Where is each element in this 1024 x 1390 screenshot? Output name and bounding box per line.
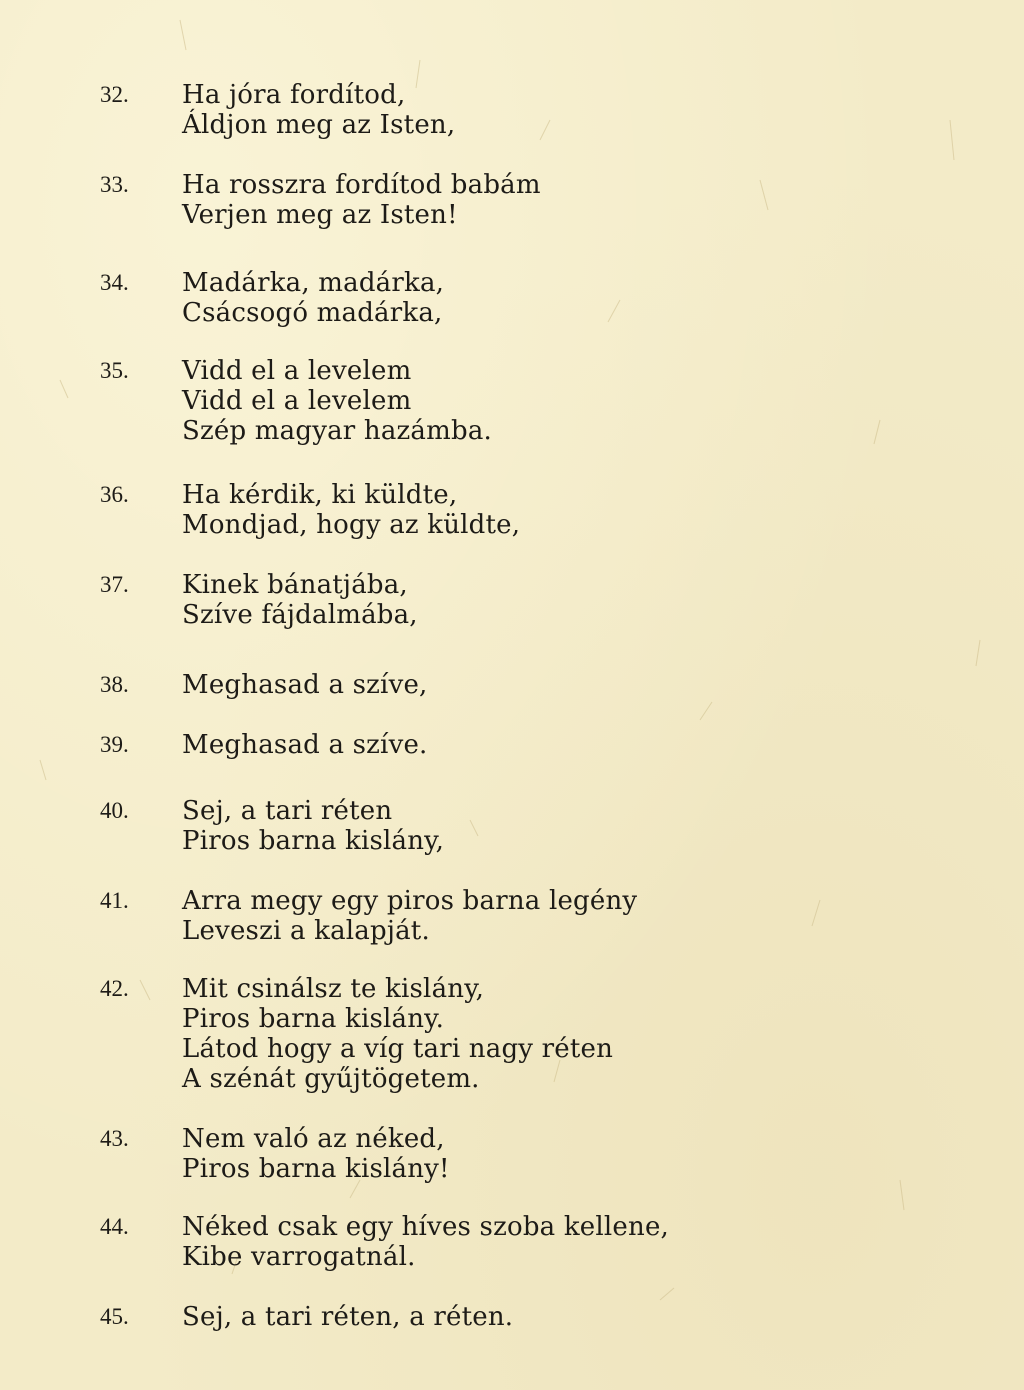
verse-line: Mondjad, hogy az küldte, [182, 510, 521, 540]
verse-line: Kibe varrogatnál. [182, 1242, 416, 1272]
verse-line: Kinek bánatjába, [182, 570, 408, 600]
verse-line: Csácsogó madárka, [182, 298, 443, 328]
verse-line: Néked csak egy híves szoba kellene, [182, 1212, 669, 1242]
verse-number: 37. [100, 572, 129, 597]
verse-lines [182, 170, 802, 230]
verse-number: 33. [100, 172, 129, 197]
verse-number: 36. [100, 482, 129, 507]
verse-lines [182, 80, 802, 140]
verse-number: 40. [100, 798, 129, 823]
verse-line: Leveszi a kalapját. [182, 916, 430, 946]
verse-line: Piros barna kislány, [182, 826, 445, 856]
verse-lines [182, 796, 802, 856]
verse-line: Sej, a tari réten, a réten. [182, 1302, 514, 1332]
verse-line: Sej, a tari réten [182, 796, 393, 826]
verse-line: Ha jóra fordítod, [182, 80, 406, 110]
verse-line: Arra megy egy piros barna legény [182, 886, 638, 916]
verse-number: 43. [100, 1126, 129, 1151]
verse-number: 39. [100, 732, 129, 757]
verse-line: Ha kérdik, ki küldte, [182, 480, 458, 510]
verse-line: Madárka, madárka, [182, 268, 445, 298]
verse-line: Piros barna kislány. [182, 1004, 445, 1034]
verse-line: Vidd el a levelem [182, 356, 412, 386]
verse-line: Szíve fájdalmába, [182, 600, 418, 630]
verse-line: Nem való az néked, [182, 1124, 445, 1154]
verse-lines [182, 670, 802, 700]
verse-line: Verjen meg az Isten! [182, 200, 458, 230]
verse-line: Meghasad a szíve. [182, 730, 428, 760]
verse-number: 35. [100, 358, 129, 383]
verse-line: Mit csinálsz te kislány, [182, 974, 485, 1004]
verse-number: 34. [100, 270, 129, 295]
verse-line: Meghasad a szíve, [182, 670, 428, 700]
verse-number: 38. [100, 672, 129, 697]
verse-line: A szénát gyűjtögetem. [182, 1064, 480, 1094]
verse-lines [182, 886, 802, 946]
verse-line: Szép magyar hazámba. [182, 416, 492, 446]
verse-lines [182, 730, 802, 760]
verse-line: Áldjon meg az Isten, [182, 110, 456, 140]
verse-lines [182, 1212, 802, 1272]
verse-number: 44. [100, 1214, 129, 1239]
verse-number: 32. [100, 82, 129, 107]
verse-line: Ha rosszra fordítod babám [182, 170, 541, 200]
verse-line: Vidd el a levelem [182, 386, 412, 416]
verse-line: Piros barna kislány! [182, 1154, 450, 1184]
verse-number: 41. [100, 888, 129, 913]
verse-number: 42. [100, 976, 129, 1001]
verse-lines [182, 480, 802, 540]
verse-lines [182, 1124, 802, 1184]
verse-line: Látod hogy a víg tari nagy réten [182, 1034, 614, 1064]
verse-number: 45. [100, 1304, 129, 1329]
verse-lines [182, 570, 802, 630]
verse-lines [182, 268, 802, 328]
verse-lines [182, 1302, 802, 1332]
verse-lines [182, 974, 802, 1094]
verse-lines [182, 356, 802, 446]
